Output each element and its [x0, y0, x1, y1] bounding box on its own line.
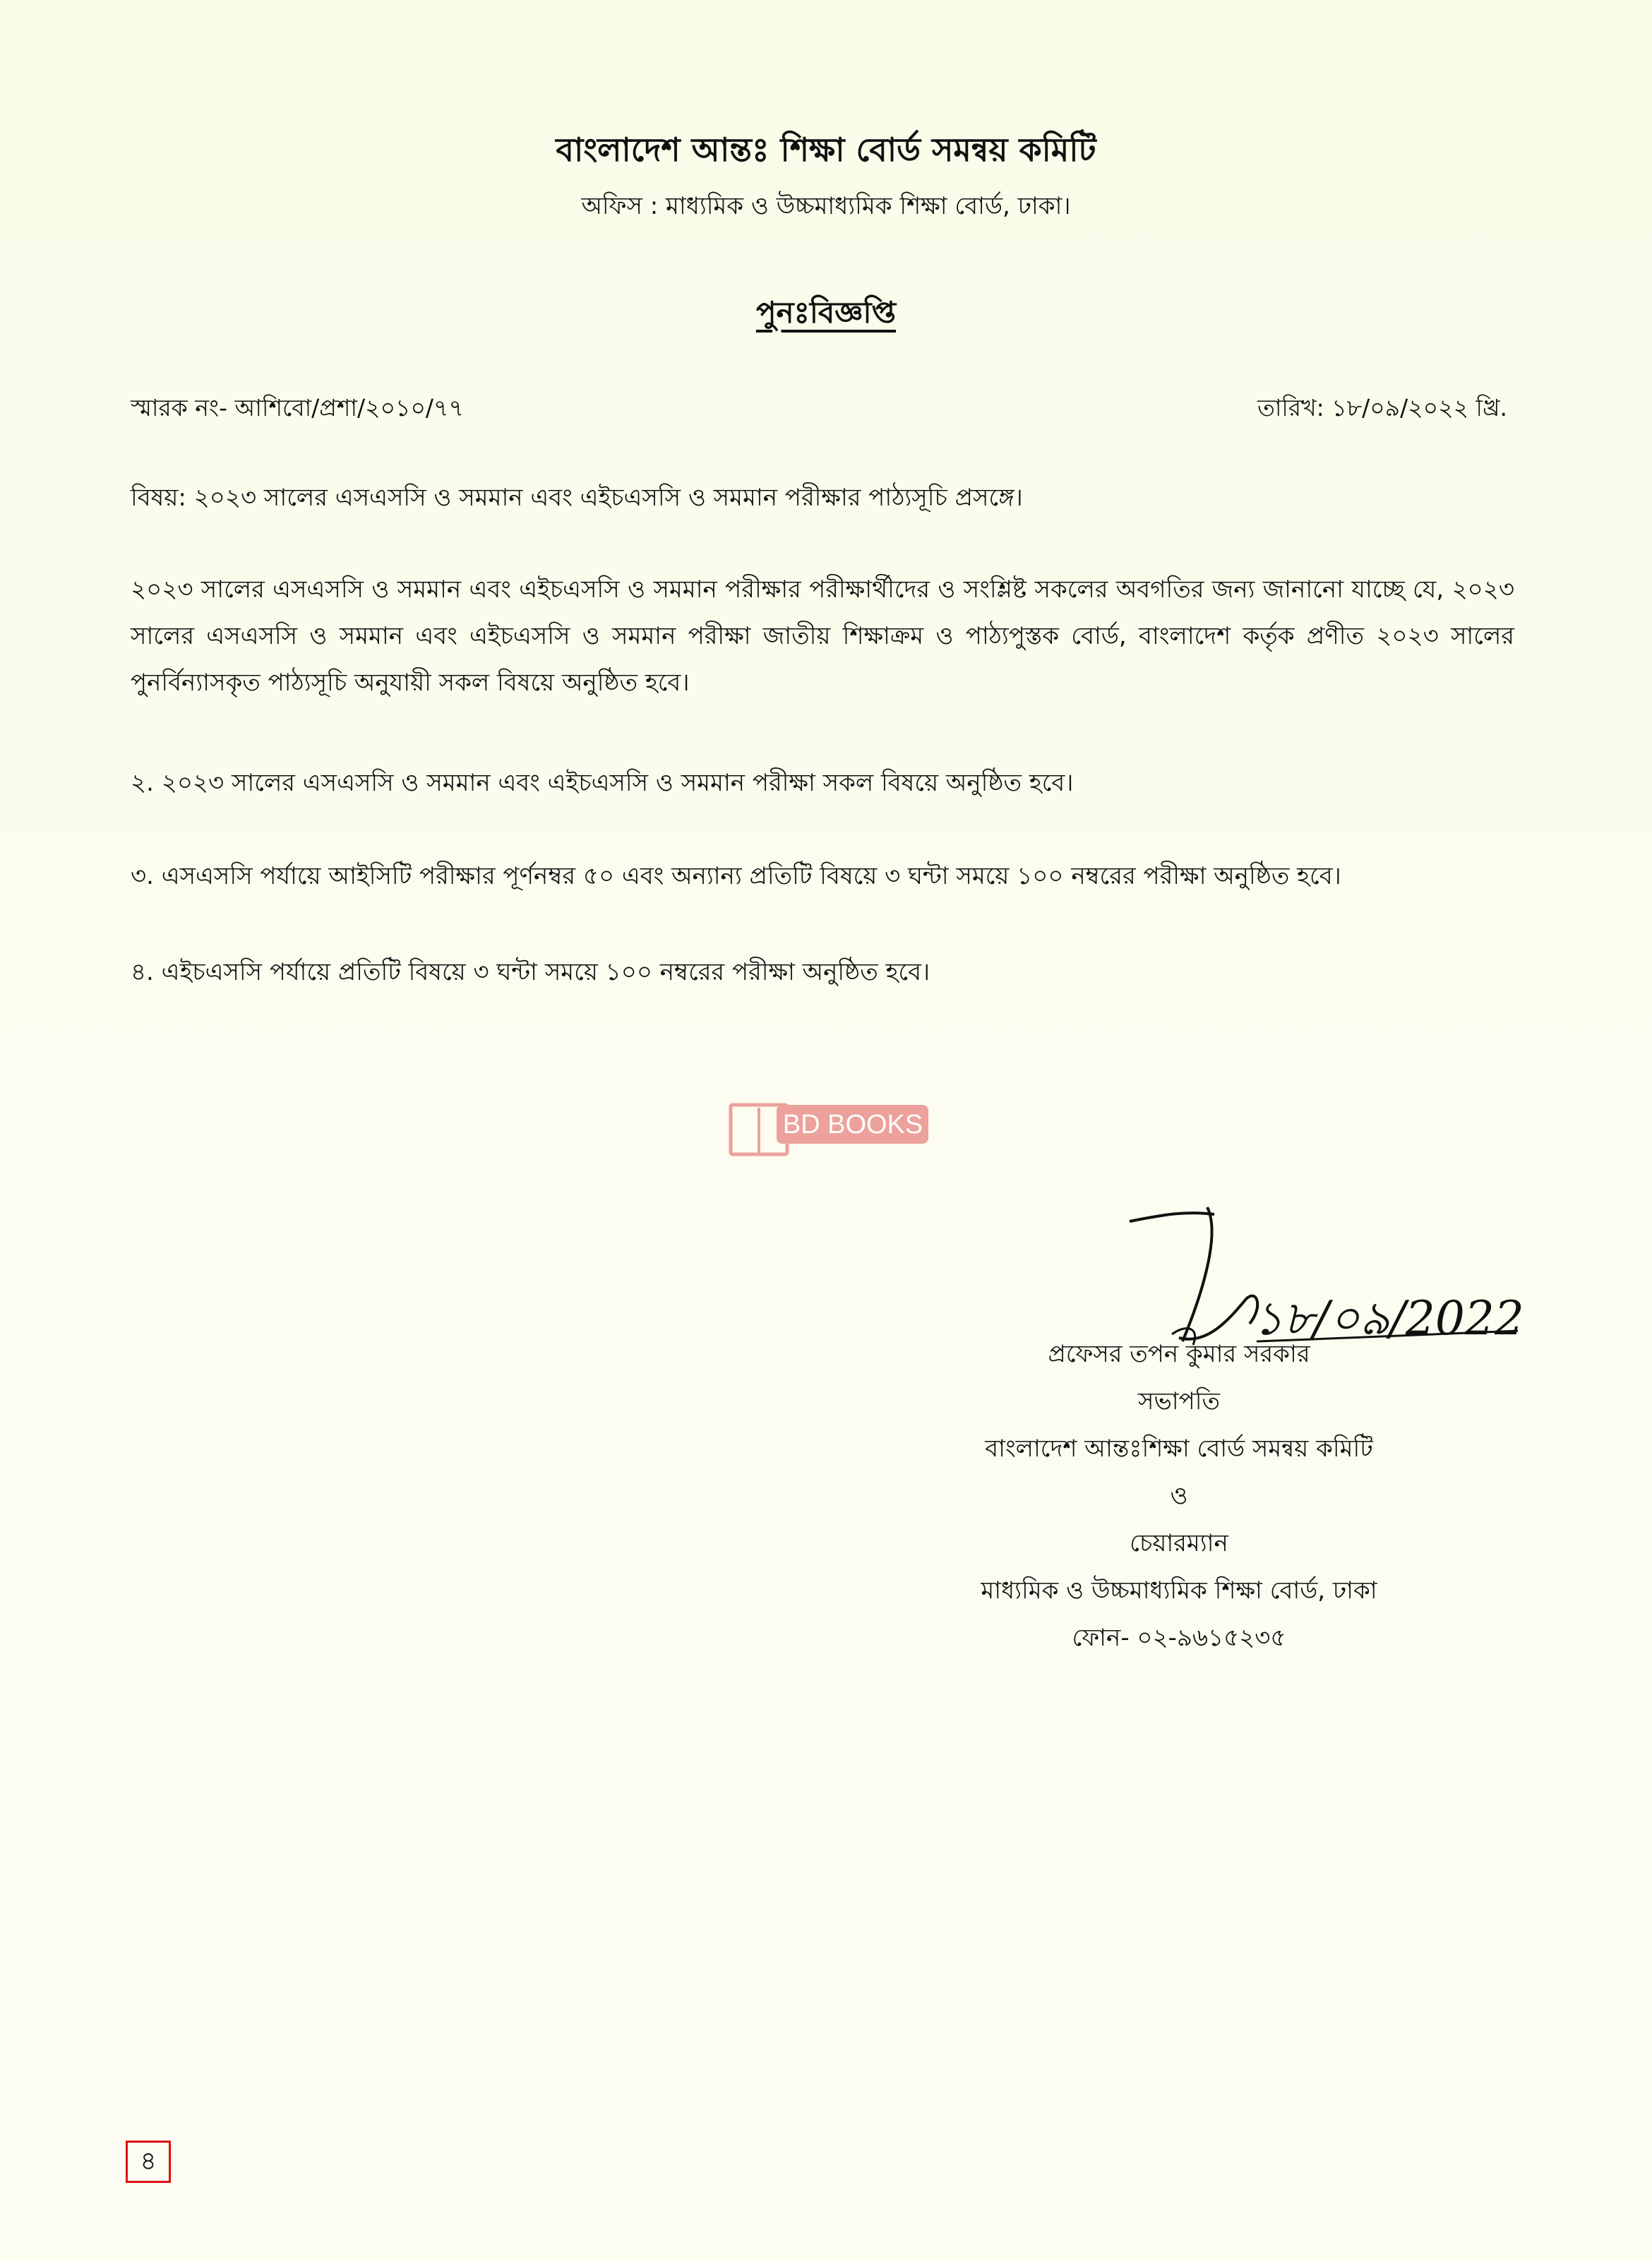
- committee-title: বাংলাদেশ আন্তঃ শিক্ষা বোর্ড সমন্বয় কমিটি: [556, 131, 1096, 169]
- item-4-paragraph: ৪. এইচএসসি পর্যায়ে প্রতিটি বিষয়ে ৩ ঘন্টা সময়ে ১০০ নম্বরের পরীক্ষা অনুষ্ঠিত হবে।: [131, 958, 930, 986]
- office-address: অফিস : মাধ্যমিক ও উচ্চমাধ্যমিক শিক্ষা বোর্ড, ঢাকা।: [581, 192, 1071, 220]
- page-number: ৪: [126, 2141, 171, 2183]
- signature-date: ১৮/০৯/2022: [1253, 1291, 1524, 1346]
- signatory-conjunction: ও: [1170, 1482, 1188, 1510]
- bd-books-watermark: [727, 1098, 932, 1165]
- signatory-phone: ফোন- ০২-৯৬১৫২৩৫: [1072, 1624, 1286, 1652]
- signatory-organization-1: বাংলাদেশ আন্তঃশিক্ষা বোর্ড সমন্বয় কমিটি: [985, 1435, 1373, 1463]
- notice-title-text: পুনঃবিজ্ঞপ্তি: [755, 295, 897, 330]
- intro-paragraph: ২০২৩ সালের এসএসসি ও সমমান এবং এইচএসসি ও সমমান পরীক্ষার পরীক্ষার্থীদের ও সংশ্লিষ্ট সকলের অবগতির জন্য জানানো যাচ্ছে যে, ২০২৩ সালের এসএসসি ও সমমান এবং এইচএসসি ও সমমান পরীক্ষা জাতীয় শিক্ষাক্রম ও পাঠ্যপুস্তক বোর্ড, বাংলাদেশ কর্তৃক প্রণীত ২০২৩ সালের পুনর্বিন্যাসকৃত পাঠ্যসূচি অনুযায়ী সকল বিষয়ে অনুষ্ঠিত হবে।: [131, 575, 1514, 697]
- signatory-block: [861, 1331, 1497, 1662]
- watermark-text: BD BOOKS: [782, 1110, 923, 1139]
- notice-title: [0, 289, 1652, 340]
- book-logo-icon: [727, 1098, 932, 1165]
- memo-number: স্মারক নং- আশিবো/প্রশা/২০১০/৭৭: [131, 394, 464, 421]
- subject-line: বিষয়: ২০২৩ সালের এসএসসি ও সমমান এবং এইচএসসি ও সমমান পরীক্ষার পাঠ্যসূচি প্রসঙ্গে।: [131, 484, 1023, 512]
- notice-date: তারিখ: ১৮/০৯/২০২২ খ্রি.: [1257, 394, 1507, 421]
- signatory-name: প্রফেসর তপন কুমার সরকার: [1048, 1340, 1310, 1368]
- item-3-paragraph: ৩. এসএসসি পর্যায়ে আইসিটি পরীক্ষার পূর্ণনম্বর ৫০ এবং অন্যান্য প্রতিটি বিষয়ে ৩ ঘন্টা সময়ে ১০০ নম্বরের পরীক্ষা অনুষ্ঠিত হবে।: [131, 862, 1341, 890]
- item-2-paragraph: ২. ২০২৩ সালের এসএসসি ও সমমান এবং এইচএসসি ও সমমান পরীক্ষা সকল বিষয়ে অনুষ্ঠিত হবে।: [131, 769, 1074, 797]
- signatory-designation-1: সভাপতি: [1138, 1387, 1220, 1416]
- signatory-designation-2: চেয়ারম্যান: [1130, 1529, 1228, 1557]
- signatory-organization-2: মাধ্যমিক ও উচ্চমাধ্যমিক শিক্ষা বোর্ড, ঢাকা: [981, 1576, 1377, 1605]
